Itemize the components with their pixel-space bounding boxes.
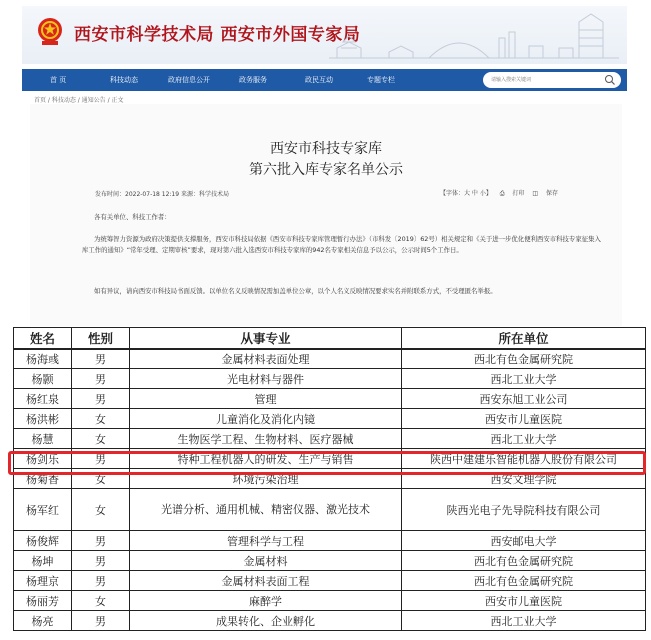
article-meta: 发布时间：2022-07-18 12:19 来源：科学技术局 (95, 191, 229, 198)
cell-name: 杨剑乐 (14, 449, 72, 469)
table-header-row (14, 328, 646, 349)
search-icon[interactable] (604, 74, 616, 86)
cell-gender: 女 (72, 409, 130, 429)
site-header (22, 6, 627, 64)
cell-gender: 女 (72, 469, 130, 489)
cell-gender: 男 (72, 369, 130, 389)
cell-profession: 管理 (130, 389, 402, 409)
cell-profession: 生物医学工程、生物材料、医疗器械 (130, 429, 402, 449)
cell-profession: 金属材料 (130, 551, 402, 571)
article-title-line1: 西安市科技专家库 (270, 141, 382, 157)
cell-name: 杨军红 (14, 489, 72, 531)
nav-item-home[interactable]: 首 页 (50, 76, 67, 84)
article-tools (434, 188, 558, 198)
print-label: 打印 (512, 190, 525, 197)
cell-organization: 西北工业大学 (402, 429, 646, 449)
cell-gender: 男 (72, 389, 130, 409)
cell-organization: 陕西光电子先导院科技有限公司 (402, 489, 646, 531)
breadcrumb[interactable]: 首页 / 科技动态 / 通知公告 / 正文 (34, 97, 124, 104)
salutation: 各有关单位、科技工作者： (94, 213, 171, 221)
cell-profession: 光电材料与器件 (130, 369, 402, 389)
nav-item-interaction[interactable]: 政民互动 (305, 76, 333, 84)
article-paragraph-2: 如有异议，请向西安市科技局书面反馈。以单位名义反映情况需加盖单位公章，以个人名义反映情况要求实名并附联系方式，不受理匿名举报。 (94, 287, 497, 295)
table-row (14, 429, 646, 449)
cell-organization: 西北工业大学 (402, 611, 646, 631)
nav-item-gov-info[interactable]: 政府信息公开 (168, 76, 210, 84)
cell-organization: 西北工业大学 (402, 369, 646, 389)
cell-organization: 西北有色金属研究院 (402, 571, 646, 591)
cell-organization: 西安文理学院 (402, 469, 646, 489)
national-emblem-icon (36, 16, 64, 46)
cell-organization: 西北有色金属研究院 (402, 551, 646, 571)
cell-profession: 成果转化、企业孵化 (130, 611, 402, 631)
cell-profession: 金属材料表面处理 (130, 349, 402, 369)
cell-profession: 金属材料表面工程 (130, 571, 402, 591)
cell-organization: 西安东旭工业公司 (402, 389, 646, 409)
expert-list-table (13, 327, 646, 631)
table-row (14, 389, 646, 409)
cell-name: 杨红泉 (14, 389, 72, 409)
cell-profession: 环境污染治理 (130, 469, 402, 489)
nav-item-news[interactable]: 科技动态 (110, 76, 138, 84)
search-input[interactable] (491, 74, 597, 86)
cell-name: 杨坤 (14, 551, 72, 571)
cell-name: 杨俊辉 (14, 531, 72, 551)
cell-name: 杨慧 (14, 429, 72, 449)
cell-name: 杨菊香 (14, 469, 72, 489)
header-gender: 性别 (72, 328, 130, 349)
table-row (14, 611, 646, 631)
table-row (14, 591, 646, 611)
article-paragraph-1: 为统筹智力资源为政府决策提供支撑服务，西安市科技局依据《西安市科技专家库管理暂行办法》（市科发〔2019〕62号）相关规定和《关于进一步优化便利西安市科技专家征集入库工作的通知》“常年受理、定期审核”要求，现对第六批入选西安市科技专家库的942名专家相关信息予以公示，公示时间5个工作日。 (82, 235, 601, 254)
cell-name: 杨亮 (14, 611, 72, 631)
cell-gender: 女 (72, 489, 130, 531)
table-row (14, 531, 646, 551)
nav-item-services[interactable]: 政务服务 (239, 76, 267, 84)
cell-profession: 麻醉学 (130, 591, 402, 611)
table-row (14, 551, 646, 571)
cell-name: 杨颢 (14, 369, 72, 389)
cell-organization: 西北有色金属研究院 (402, 349, 646, 369)
save-button[interactable]: ◫ 保存 (532, 190, 558, 197)
search-box (483, 72, 621, 88)
header-name: 姓名 (14, 328, 72, 349)
cell-organization: 西安市儿童医院 (402, 591, 646, 611)
table-row (14, 571, 646, 591)
table-row (14, 489, 646, 531)
table-row (14, 369, 646, 389)
print-button[interactable]: ⎙ 打印 (499, 190, 525, 197)
nav-item-topics[interactable]: 专题专栏 (367, 76, 395, 84)
cell-gender: 男 (72, 571, 130, 591)
cell-gender: 女 (72, 429, 130, 449)
table-row (14, 409, 646, 429)
cell-gender: 男 (72, 531, 130, 551)
cell-gender: 男 (72, 611, 130, 631)
save-label: 保存 (545, 190, 558, 197)
header-profession: 从事专业 (130, 328, 402, 349)
main-nav (22, 69, 627, 91)
cell-profession: 儿童消化及消化内镜 (130, 409, 402, 429)
city-skyline-banner (329, 8, 619, 62)
cell-gender: 男 (72, 449, 130, 469)
cell-profession: 光谱分析、通用机械、精密仪器、激光技术 (130, 489, 402, 531)
table-row (14, 469, 646, 489)
article (30, 104, 622, 326)
cell-profession: 管理科学与工程 (130, 531, 402, 551)
article-title-line2: 第六批入库专家名单公示 (249, 162, 403, 178)
table-row (14, 349, 646, 369)
cell-organization: 西安邮电大学 (402, 531, 646, 551)
cell-gender: 女 (72, 591, 130, 611)
cell-name: 杨丽芳 (14, 591, 72, 611)
cell-name: 杨海彧 (14, 349, 72, 369)
cell-gender: 男 (72, 551, 130, 571)
cell-profession: 特种工程机器人的研发、生产与销售 (130, 449, 402, 469)
cell-name: 杨洪彬 (14, 409, 72, 429)
cell-organization: 西安市儿童医院 (402, 409, 646, 429)
cell-gender: 男 (72, 349, 130, 369)
site-title[interactable]: 西安市科学技术局 西安市外国专家局 (74, 25, 361, 45)
table-row (14, 449, 646, 469)
cell-organization: 陕西中建建乐智能机器人股份有限公司 (402, 449, 646, 469)
header-organization: 所在单位 (402, 328, 646, 349)
font-size-control[interactable]: 【字体：大 中 小】 (440, 190, 492, 197)
cell-name: 杨理京 (14, 571, 72, 591)
